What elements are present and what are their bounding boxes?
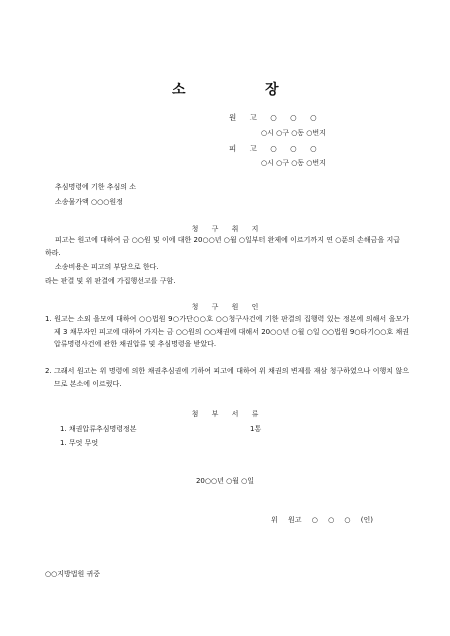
defendant-address: ○시 ○구 ○동 ○번지: [261, 159, 326, 167]
plaintiff-address: ○시 ○구 ○동 ○번지: [261, 129, 326, 137]
claim-purpose-paragraph-3: 라는 판결 및 위 판결에 가집행선고를 구함.: [45, 277, 176, 285]
signature-line: 위 원고 ○ ○ ○ (인): [271, 516, 373, 524]
document-title-char-1: 소: [172, 82, 186, 98]
document-title-char-2: 장: [265, 82, 279, 98]
claim-purpose-paragraph-1: 피고는 원고에 대하여 금 ○○원 및 이에 대한 20○○년 ○월 ○일부터 완제에 이르기까지 연 ○푼의 손해금을 지급하라.: [45, 236, 400, 257]
defendant-label: 피 고 ○ ○ ○: [229, 144, 317, 153]
claim-purpose-paragraph-2: 소송비용은 피고의 부담으로 한다.: [55, 263, 159, 271]
document-date: 20○○년 ○월 ○일: [195, 477, 255, 485]
attachment-item-name: 1. 채권압류추심명령정본: [60, 425, 137, 433]
attachments-heading: 첨 부 서 류: [191, 410, 259, 418]
court-addressee: ○○지방법원 귀중: [45, 570, 101, 578]
claim-cause-item-2: 2. 그래서 원고는 위 명령에 의한 채권추심권에 기하여 피고에 대하여 위 채권의 변제를 재삼 청구하였으나 이행치 않으므로 본소에 이르렀다.: [45, 367, 409, 388]
case-amount: 소송물가액 ○○○원정: [55, 198, 123, 206]
attachment-item-count: 1통: [250, 425, 262, 433]
claim-cause-heading: 청 구 원 인: [191, 303, 259, 311]
plaintiff-label: 원 고 ○ ○ ○: [229, 113, 317, 122]
claim-purpose-heading: 청 구 취 지: [191, 225, 259, 233]
case-name: 추심명령에 기한 추심의 소: [55, 183, 137, 191]
attachment-item-name: 1. 무엇 무엇: [60, 439, 99, 447]
claim-cause-item-1: 1. 원고는 소외 을모에 대하여 ○○법원 9○가단○○호 ○○청구사건에 기한 판결의 집행력 있는 정본에 의해서 을모가 제 3 채무자인 피고에 대하여 가지는 금 ○○원의 ○○채권에 대해서 20○○년 ○월 ○일 ○○법원 9○타기○○호 채권압류명령사건에 관한 채권압류 및 추심명령을 받았다.: [45, 315, 409, 348]
